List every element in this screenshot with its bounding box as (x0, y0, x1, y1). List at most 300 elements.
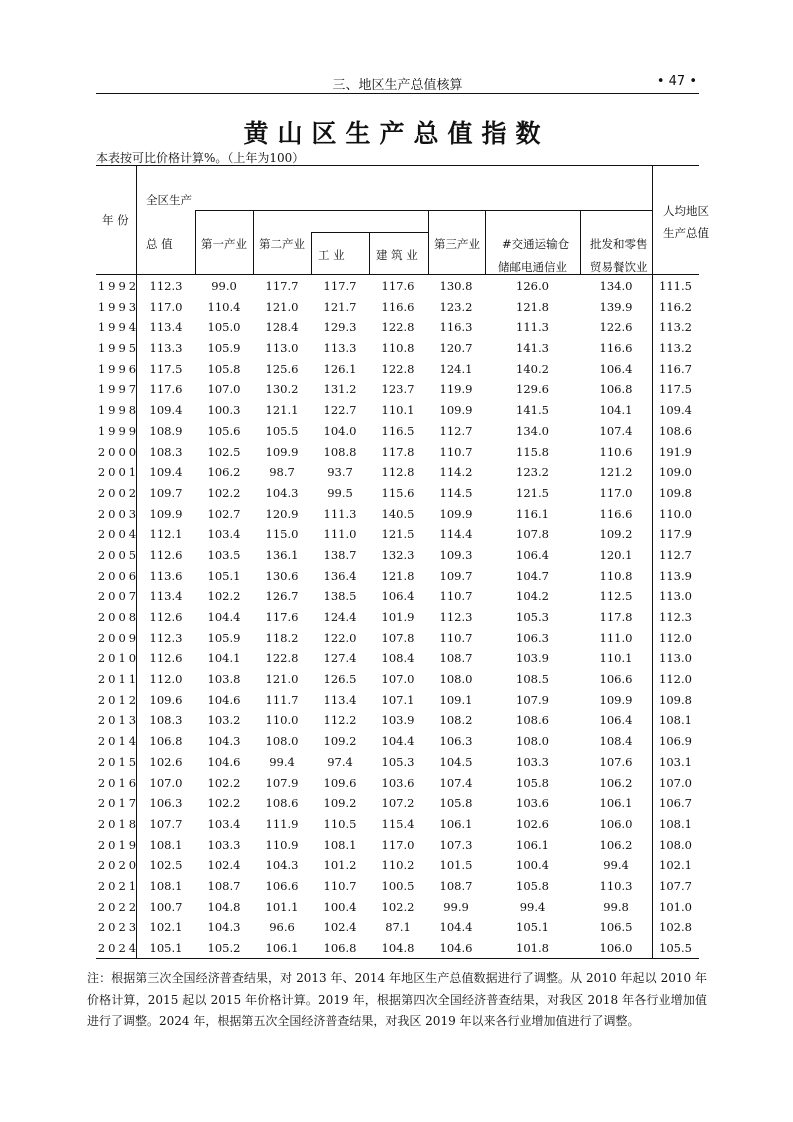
value-cell: 104.3 (207, 920, 241, 935)
value-cell: 106.4 (599, 361, 633, 376)
value-cell: 97.4 (327, 754, 353, 769)
value-cell: 103.9 (516, 651, 549, 666)
value-cell: 112.2 (323, 713, 357, 728)
value-cell: 109.9 (599, 692, 633, 707)
value-cell: 127.4 (323, 651, 357, 666)
table-row (96, 297, 699, 318)
year-cell: 1995 (97, 341, 140, 356)
value-cell: 122.7 (323, 403, 357, 418)
value-cell: 120.1 (599, 547, 633, 562)
table-row (96, 379, 699, 400)
value-cell: 104.6 (207, 692, 241, 707)
value-cell: 116.1 (516, 506, 549, 521)
year-cell: 2019 (97, 837, 140, 852)
page-number: • 47 • (656, 74, 697, 89)
value-cell: 99.4 (269, 754, 295, 769)
value-cell: 109.8 (659, 485, 692, 500)
value-cell: 109.0 (659, 465, 692, 480)
value-cell: 104.6 (207, 754, 241, 769)
value-cell: 108.1 (659, 816, 692, 831)
table-row (96, 607, 699, 628)
value-cell: 134.0 (516, 423, 549, 438)
header-per-capita-line2: 生产总值 (663, 226, 709, 240)
table-row (96, 917, 699, 938)
value-cell: 99.4 (603, 858, 629, 873)
year-cell: 2002 (97, 485, 140, 500)
value-cell: 115.0 (265, 527, 299, 542)
year-cell: 2015 (97, 754, 140, 769)
header-construction: 建 筑 业 (376, 248, 418, 262)
value-cell: 108.8 (323, 444, 357, 459)
value-cell: 109.6 (323, 775, 357, 790)
value-cell: 107.4 (439, 775, 473, 790)
value-cell: 103.6 (381, 775, 415, 790)
value-cell: 103.3 (207, 837, 241, 852)
year-cell: 1996 (97, 361, 140, 376)
value-cell: 121.8 (516, 299, 549, 314)
header-divider-2 (253, 210, 254, 274)
table-row (96, 669, 699, 690)
value-cell: 121.0 (265, 672, 299, 687)
value-cell: 99.0 (211, 279, 237, 293)
value-cell: 124.1 (439, 361, 473, 376)
table-row (96, 835, 699, 856)
year-cell: 2010 (97, 651, 140, 666)
year-cell: 2013 (97, 713, 140, 728)
header-transport-line2: 储邮电通信业 (498, 260, 567, 274)
value-cell: 112.3 (659, 610, 692, 624)
table-row (96, 421, 699, 442)
year-cell: 1993 (97, 299, 140, 314)
table-row (96, 752, 699, 773)
header-divider-7 (580, 210, 581, 274)
value-cell: 100.3 (207, 403, 241, 418)
year-cell: 1997 (97, 382, 140, 397)
value-cell: 104.2 (516, 589, 549, 604)
value-cell: 120.9 (265, 506, 299, 521)
value-cell: 118.2 (265, 630, 299, 645)
value-cell: 102.6 (149, 754, 183, 769)
value-cell: 117.5 (659, 382, 692, 397)
value-cell: 107.3 (439, 837, 473, 852)
value-cell: 102.1 (149, 920, 183, 935)
header-divider-6 (485, 210, 486, 274)
section-title: 三、地区生产总值核算 (332, 78, 463, 93)
value-cell: 107.0 (659, 775, 692, 790)
value-cell: 106.2 (207, 465, 241, 480)
value-cell: 108.6 (265, 796, 299, 811)
value-cell: 106.9 (659, 734, 692, 749)
value-cell: 103.9 (381, 713, 415, 728)
value-cell: 102.2 (207, 775, 241, 790)
value-cell: 98.7 (269, 465, 295, 480)
table-row (96, 442, 699, 463)
value-cell: 107.6 (599, 754, 633, 769)
value-cell: 117.0 (149, 299, 183, 314)
value-cell: 113.6 (149, 568, 183, 583)
value-cell: 126.5 (323, 672, 357, 687)
value-cell: 107.4 (599, 423, 633, 438)
value-cell: 107.9 (516, 692, 549, 707)
value-cell: 113.3 (323, 341, 357, 356)
value-cell: 107.7 (659, 878, 692, 893)
value-cell: 111.3 (323, 506, 357, 521)
value-cell: 108.4 (381, 651, 415, 666)
value-cell: 110.4 (207, 299, 241, 314)
year-cell: 2017 (97, 796, 140, 811)
value-cell: 108.1 (149, 878, 183, 893)
value-cell: 109.1 (439, 692, 473, 707)
value-cell: 126.0 (516, 279, 549, 293)
value-cell: 102.5 (149, 858, 183, 873)
value-cell: 131.2 (323, 382, 357, 397)
value-cell: 111.3 (516, 320, 549, 335)
value-cell: 141.3 (516, 341, 549, 356)
value-cell: 110.7 (439, 444, 473, 459)
value-cell: 112.6 (149, 651, 183, 666)
value-cell: 106.2 (599, 775, 633, 790)
table-row (96, 524, 699, 545)
value-cell: 106.2 (599, 837, 633, 852)
value-cell: 113.3 (149, 341, 183, 356)
value-cell: 117.6 (265, 610, 299, 624)
value-cell: 104.8 (207, 899, 241, 914)
table-row (96, 338, 699, 359)
value-cell: 132.3 (381, 547, 415, 562)
year-cell: 2018 (97, 816, 140, 831)
value-cell: 101.8 (516, 941, 549, 955)
value-cell: 106.3 (439, 734, 473, 749)
value-cell: 103.4 (207, 816, 241, 831)
value-cell: 108.5 (516, 672, 549, 687)
value-cell: 104.1 (207, 651, 241, 666)
header-divider-1 (195, 210, 196, 274)
value-cell: 108.7 (439, 878, 473, 893)
value-cell: 107.0 (381, 672, 415, 687)
value-cell: 115.4 (381, 816, 415, 831)
table-row (96, 710, 699, 731)
value-cell: 106.3 (516, 630, 549, 645)
value-cell: 139.9 (599, 299, 633, 314)
value-cell: 121.5 (516, 485, 549, 500)
value-cell: 87.1 (385, 920, 411, 935)
value-cell: 121.5 (381, 527, 415, 542)
header-year: 年 份 (102, 213, 129, 227)
value-cell: 141.5 (516, 403, 549, 418)
value-cell: 108.6 (659, 423, 692, 438)
table-row (96, 359, 699, 380)
value-cell: 109.7 (439, 568, 473, 583)
header-tertiary: 第三产业 (434, 237, 480, 251)
year-cell: 1999 (97, 423, 140, 438)
value-cell: 101.5 (439, 858, 473, 873)
value-cell: 106.8 (149, 734, 183, 749)
value-cell: 108.9 (149, 423, 183, 438)
value-cell: 138.5 (323, 589, 357, 604)
value-cell: 117.0 (381, 837, 415, 852)
value-cell: 123.7 (381, 382, 415, 397)
year-cell: 2016 (97, 775, 140, 790)
value-cell: 99.8 (603, 899, 629, 914)
value-cell: 102.2 (381, 899, 415, 914)
value-cell: 104.3 (265, 858, 299, 873)
value-cell: 110.1 (599, 651, 633, 666)
value-cell: 107.7 (149, 816, 183, 831)
header-divider-3 (311, 232, 312, 274)
value-cell: 112.1 (149, 527, 183, 542)
value-cell: 117.7 (265, 279, 299, 293)
year-cell: 1992 (97, 279, 140, 293)
table-row (96, 897, 699, 918)
value-cell: 101.1 (265, 899, 299, 914)
value-cell: 105.3 (516, 610, 549, 624)
value-cell: 104.4 (381, 734, 415, 749)
value-cell: 103.2 (207, 713, 241, 728)
value-cell: 105.9 (207, 341, 241, 356)
value-cell: 106.4 (599, 713, 633, 728)
year-cell: 2020 (97, 858, 140, 873)
value-cell: 112.7 (659, 547, 692, 562)
value-cell: 111.0 (323, 527, 357, 542)
value-cell: 99.4 (519, 899, 546, 914)
value-cell: 106.7 (659, 796, 692, 811)
value-cell: 104.4 (439, 920, 473, 935)
value-cell: 130.2 (265, 382, 299, 397)
value-cell: 108.1 (323, 837, 357, 852)
value-cell: 105.8 (516, 878, 549, 893)
page-header (96, 74, 699, 91)
value-cell: 115.6 (381, 485, 415, 500)
header-primary: 第一产业 (201, 237, 247, 251)
value-cell: 116.2 (659, 299, 692, 314)
value-cell: 108.6 (516, 713, 549, 728)
value-cell: 106.4 (381, 589, 415, 604)
value-cell: 106.1 (516, 837, 549, 852)
value-cell: 96.6 (269, 920, 295, 935)
table-row (96, 504, 699, 525)
value-cell: 123.2 (439, 299, 473, 314)
value-cell: 107.8 (381, 630, 415, 645)
value-cell: 102.6 (516, 816, 549, 831)
value-cell: 103.8 (207, 672, 241, 687)
value-cell: 130.8 (439, 279, 473, 293)
value-cell: 110.1 (381, 403, 415, 418)
header-secondary: 第二产业 (259, 237, 305, 251)
value-cell: 103.1 (659, 754, 692, 769)
value-cell: 112.3 (149, 630, 183, 645)
value-cell: 102.1 (659, 858, 692, 873)
value-cell: 116.7 (659, 361, 692, 376)
value-cell: 107.8 (516, 527, 549, 542)
value-cell: 108.0 (516, 734, 549, 749)
value-cell: 109.9 (265, 444, 299, 459)
value-cell: 105.8 (516, 775, 549, 790)
value-cell: 109.4 (149, 465, 183, 480)
value-cell: 116.3 (439, 320, 473, 335)
table-row (96, 731, 699, 752)
value-cell: 128.4 (265, 320, 299, 335)
value-cell: 106.8 (599, 382, 633, 397)
value-cell: 103.4 (207, 527, 241, 542)
header-per-capita-line1: 人均地区 (663, 204, 709, 218)
value-cell: 110.9 (265, 837, 299, 852)
value-cell: 100.7 (149, 899, 183, 914)
value-cell: 102.2 (207, 485, 241, 500)
value-cell: 105.1 (516, 920, 549, 935)
value-cell: 105.1 (149, 941, 183, 955)
value-cell: 102.5 (207, 444, 241, 459)
value-cell: 106.6 (599, 672, 633, 687)
table-row (96, 855, 699, 876)
header-rule (96, 93, 699, 94)
value-cell: 107.1 (381, 692, 415, 707)
table-row (96, 483, 699, 504)
value-cell: 106.4 (516, 547, 549, 562)
value-cell: 130.6 (265, 568, 299, 583)
value-cell: 117.8 (599, 610, 633, 624)
value-cell: 104.7 (516, 568, 549, 583)
value-cell: 108.7 (207, 878, 241, 893)
value-cell: 113.2 (659, 320, 692, 335)
value-cell: 105.0 (207, 320, 241, 335)
value-cell: 100.4 (323, 899, 357, 914)
value-cell: 104.3 (207, 734, 241, 749)
value-cell: 111.7 (265, 692, 299, 707)
value-cell: 140.5 (381, 506, 415, 521)
value-cell: 111.5 (659, 279, 692, 293)
year-cell: 2005 (97, 547, 140, 562)
year-cell: 2012 (97, 692, 140, 707)
value-cell: 113.4 (323, 692, 357, 707)
value-cell: 112.6 (149, 610, 183, 624)
value-cell: 117.7 (323, 279, 357, 293)
value-cell: 110.8 (599, 568, 633, 583)
value-cell: 102.8 (659, 920, 692, 935)
value-cell: 116.5 (381, 423, 415, 438)
value-cell: 105.8 (207, 361, 241, 376)
value-cell: 122.0 (323, 630, 357, 645)
value-cell: 104.0 (323, 423, 357, 438)
value-cell: 105.5 (265, 423, 299, 438)
value-cell: 116.6 (599, 341, 633, 356)
value-cell: 104.5 (439, 754, 473, 769)
value-cell: 109.9 (439, 506, 473, 521)
header-trade-line1: 批发和零售 (590, 237, 648, 251)
value-cell: 105.6 (207, 423, 241, 438)
table-note: 本表按可比价格计算%。（上年为100） (96, 151, 305, 165)
value-cell: 99.5 (327, 485, 353, 500)
value-cell: 105.1 (207, 568, 241, 583)
value-cell: 113.4 (149, 589, 183, 604)
year-cell: 2009 (97, 630, 140, 645)
year-cell: 2014 (97, 734, 140, 749)
value-cell: 109.6 (149, 692, 183, 707)
value-cell: 108.1 (149, 837, 183, 852)
year-cell: 2021 (97, 878, 140, 893)
table-row (96, 773, 699, 794)
value-cell: 121.1 (265, 403, 299, 418)
value-cell: 106.6 (265, 878, 299, 893)
header-industry: 工 业 (318, 248, 345, 262)
value-cell: 102.4 (207, 858, 241, 873)
value-cell: 103.5 (207, 547, 241, 562)
value-cell: 136.1 (265, 547, 299, 562)
value-cell: 117.6 (381, 279, 415, 293)
value-cell: 110.8 (381, 341, 415, 356)
value-cell: 104.6 (439, 941, 473, 955)
value-cell: 138.7 (323, 547, 357, 562)
year-cell: 2023 (97, 920, 140, 935)
year-cell: 2006 (97, 568, 140, 583)
value-cell: 108.1 (659, 713, 692, 728)
value-cell: 106.3 (149, 796, 183, 811)
table-row (96, 276, 699, 297)
value-cell: 104.4 (207, 610, 241, 624)
year-cell: 2003 (97, 506, 140, 521)
value-cell: 109.2 (599, 527, 633, 542)
value-cell: 109.2 (323, 734, 357, 749)
value-cell: 191.9 (659, 444, 692, 459)
value-cell: 122.8 (381, 361, 415, 376)
table-row (96, 400, 699, 421)
table-row (96, 462, 699, 483)
value-cell: 103.6 (516, 796, 549, 811)
header-transport-line1: #交通运输仓 (502, 237, 570, 251)
value-cell: 109.2 (323, 796, 357, 811)
value-cell: 102.2 (207, 589, 241, 604)
value-cell: 114.5 (439, 485, 473, 500)
value-cell: 114.2 (439, 465, 473, 480)
value-cell: 105.3 (381, 754, 415, 769)
value-cell: 108.0 (265, 734, 299, 749)
value-cell: 108.0 (439, 672, 473, 687)
value-cell: 117.5 (149, 361, 183, 376)
year-cell: 1998 (97, 403, 140, 418)
value-cell: 113.4 (149, 320, 183, 335)
value-cell: 112.3 (439, 610, 473, 624)
value-cell: 140.2 (516, 361, 549, 376)
value-cell: 117.0 (599, 485, 633, 500)
value-cell: 111.0 (599, 630, 633, 645)
value-cell: 108.2 (439, 713, 473, 728)
value-cell: 109.4 (659, 403, 692, 418)
value-cell: 122.8 (265, 651, 299, 666)
value-cell: 125.6 (265, 361, 299, 376)
value-cell: 121.0 (265, 299, 299, 314)
value-cell: 116.6 (599, 506, 633, 521)
value-cell: 102.2 (207, 796, 241, 811)
value-cell: 119.9 (439, 382, 473, 397)
value-cell: 110.5 (323, 816, 357, 831)
value-cell: 110.7 (439, 630, 473, 645)
year-cell: 2011 (97, 672, 140, 687)
value-cell: 105.9 (207, 630, 241, 645)
value-cell: 102.7 (207, 506, 241, 521)
value-cell: 99.9 (443, 899, 469, 914)
value-cell: 104.1 (599, 403, 633, 418)
value-cell: 106.1 (439, 816, 473, 831)
value-cell: 122.8 (381, 320, 415, 335)
value-cell: 110.7 (323, 878, 357, 893)
year-cell: 2022 (97, 899, 140, 914)
value-cell: 117.8 (381, 444, 415, 459)
value-cell: 113.9 (659, 568, 692, 583)
value-cell: 112.7 (439, 423, 473, 438)
value-cell: 110.2 (381, 858, 415, 873)
value-cell: 123.2 (516, 465, 549, 480)
footnote: 注：根据第三次全国经济普查结果，对 2013 年、2014 年地区生产总值数据进行了调整。从 2010 年起以 2010 年价格计算，2015 起以 2015 年价格计算。2019 年，根据第四次全国经济普查结果，对我区 2018 年各行业增加值进行了调整。2024 年，根据第五次全国经济普查结果，对我区 2019 年以来各行业增加值进行了调整。 (87, 971, 707, 1028)
value-cell: 105.5 (659, 941, 692, 955)
